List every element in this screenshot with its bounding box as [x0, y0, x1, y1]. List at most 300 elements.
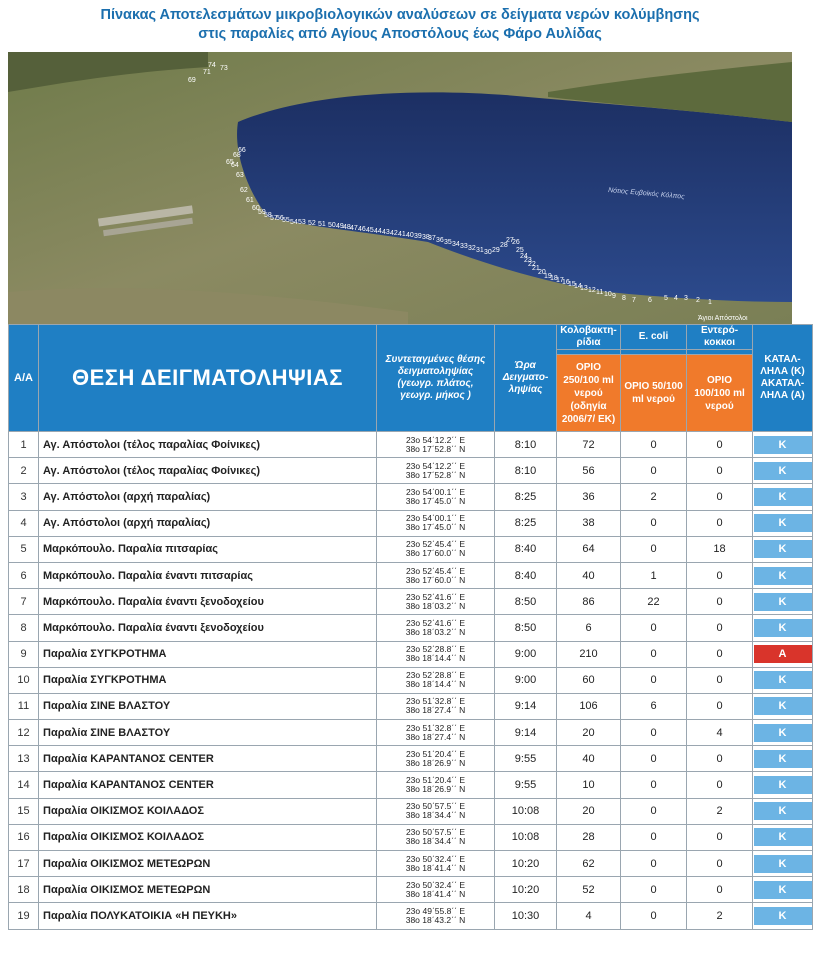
coord-lon: 23ο 52΄45.4΄΄ E [405, 565, 466, 576]
town-label: Άγιοι Απόστολοι [698, 315, 748, 322]
sampling-point-label: 49 [336, 223, 344, 230]
sampling-point-label: 9 [612, 293, 616, 300]
sampling-point-label: 35 [444, 239, 452, 246]
row-ecoli: 2 [621, 484, 687, 510]
row-verdict-cell [753, 877, 813, 903]
table-row [9, 772, 813, 798]
row-coliform: 20 [557, 720, 621, 746]
sampling-point-label: 29 [492, 247, 500, 254]
sampling-point-label: 48 [343, 224, 351, 231]
coord-lat: 38ο 18΄43.2΄΄ N [405, 914, 466, 925]
title-line-1: Πίνακας Αποτελεσμάτων μικροβιολογικών αναλύσεων σε δείγματα νερών κολύμβησης [100, 7, 700, 23]
coord-lat: 38ο 17΄45.0΄΄ N [405, 522, 466, 533]
row-number: 3 [9, 484, 39, 510]
row-ecoli: 0 [621, 432, 687, 458]
row-ecoli: 0 [621, 615, 687, 641]
sampling-point-label: 25 [516, 247, 524, 254]
row-place: Μαρκόπουλο. Παραλία έναντι ξενοδοχείου [39, 589, 377, 615]
sampling-point-label: 33 [460, 243, 468, 250]
sampling-point-label: 14 [574, 283, 582, 290]
row-place: Παραλία ΟΙΚΙΣΜΟΣ ΚΟΙΛΑΔΟΣ [39, 798, 377, 824]
sampling-point-label: 56 [276, 215, 284, 222]
row-coords [377, 432, 495, 458]
row-entero: 0 [687, 693, 753, 719]
sampling-point-label: 10 [604, 291, 612, 298]
row-entero: 0 [687, 484, 753, 510]
row-verdict-cell [753, 693, 813, 719]
row-coliform: 6 [557, 615, 621, 641]
sampling-point-label: 71 [203, 69, 211, 76]
row-verdict-cell [753, 536, 813, 562]
row-entero: 0 [687, 877, 753, 903]
table-row [9, 641, 813, 667]
verdict-badge: Κ [754, 593, 812, 611]
header-aa: Α/Α [9, 325, 39, 432]
row-place: Παραλία ΚΑΡΑΝΤΑΝΟΣ CENTER [39, 772, 377, 798]
coord-lat: 38ο 18΄26.9΄΄ N [405, 784, 466, 795]
sampling-point-label: 15 [568, 281, 576, 288]
coord-lat: 38ο 17΄45.0΄΄ N [405, 495, 466, 506]
row-time: 9:55 [495, 746, 557, 772]
row-place: Παραλία ΣΥΓΚΡΟΤΗΜΑ [39, 667, 377, 693]
row-coords [377, 772, 495, 798]
header-verdict: ΚΑΤΑΛ-ΛΗΛΑ (Κ) ΑΚΑΤΑΛ-ΛΗΛΑ (Α) [753, 325, 813, 432]
coord-lat: 38ο 18΄26.9΄΄ N [405, 757, 466, 768]
coord-lat: 38ο 17΄52.8΄΄ N [405, 443, 466, 454]
row-coords [377, 510, 495, 536]
row-entero: 4 [687, 720, 753, 746]
sampling-point-label: 21 [532, 265, 540, 272]
sampling-point-label: 6 [648, 297, 652, 304]
row-entero: 0 [687, 562, 753, 588]
row-ecoli: 0 [621, 720, 687, 746]
sampling-point-label: 13 [580, 285, 588, 292]
row-entero: 0 [687, 641, 753, 667]
row-coords [377, 484, 495, 510]
row-place: Παραλία ΣΙΝΕ ΒΛΑΣΤΟΥ [39, 693, 377, 719]
sampling-point-label: 37 [428, 235, 436, 242]
row-number: 16 [9, 824, 39, 850]
sampling-point-label: 12 [588, 287, 596, 294]
row-verdict-cell [753, 641, 813, 667]
verdict-badge: Κ [754, 671, 812, 689]
coord-lat: 38ο 18΄27.4΄΄ N [405, 705, 466, 716]
satellite-map [8, 52, 792, 324]
header-coliform: Κολοβακτη-ρίδια [557, 325, 621, 350]
sampling-point-label: 57 [270, 215, 278, 222]
table-row [9, 510, 813, 536]
coord-lon: 23ο 52΄45.4΄΄ E [405, 539, 466, 550]
header-ecoli-limit: ΟΡΙΟ 50/100 ml νερού [621, 355, 687, 432]
row-coliform: 28 [557, 824, 621, 850]
row-coliform: 36 [557, 484, 621, 510]
sampling-point-label: 7 [632, 297, 636, 304]
sampling-point-label: 27 [506, 237, 514, 244]
row-entero: 0 [687, 432, 753, 458]
row-verdict-cell [753, 667, 813, 693]
results-table [8, 324, 813, 930]
row-place: Μαρκόπουλο. Παραλία έναντι ξενοδοχείου [39, 615, 377, 641]
row-coords [377, 693, 495, 719]
table-row [9, 458, 813, 484]
row-entero: 0 [687, 510, 753, 536]
title-line-2: στις παραλίες από Αγίους Αποστόλους έως Φάρο Αυλίδας [198, 26, 602, 42]
row-coliform: 72 [557, 432, 621, 458]
verdict-badge: Κ [754, 540, 812, 558]
verdict-badge: Κ [754, 697, 812, 715]
row-number: 7 [9, 589, 39, 615]
row-entero: 2 [687, 798, 753, 824]
row-ecoli: 22 [621, 589, 687, 615]
table-row [9, 536, 813, 562]
row-ecoli: 6 [621, 693, 687, 719]
row-time: 8:50 [495, 589, 557, 615]
row-place: Παραλία ΟΙΚΙΣΜΟΣ ΚΟΙΛΑΔΟΣ [39, 824, 377, 850]
row-coliform: 64 [557, 536, 621, 562]
sampling-point-label: 23 [524, 257, 532, 264]
row-coliform: 20 [557, 798, 621, 824]
coord-lat: 38ο 17΄60.0΄΄ N [405, 574, 466, 585]
coord-lon: 23ο 50΄32.4΄΄ E [405, 879, 466, 890]
row-place: Παραλία ΚΑΡΑΝΤΑΝΟΣ CENTER [39, 746, 377, 772]
row-number: 4 [9, 510, 39, 536]
row-verdict-cell [753, 589, 813, 615]
verdict-badge: Κ [754, 462, 812, 480]
coord-lon: 23ο 54΄12.2΄΄ E [405, 434, 466, 445]
header-coords: Συντεταγμένες θέσης δειγματοληψίας (γεωγρ. πλάτος, γεωγρ. μήκος ) [377, 325, 495, 432]
sampling-point-label: 28 [500, 242, 508, 249]
row-ecoli: 0 [621, 851, 687, 877]
row-entero: 0 [687, 589, 753, 615]
row-time: 8:25 [495, 510, 557, 536]
row-ecoli: 0 [621, 458, 687, 484]
row-coords [377, 536, 495, 562]
row-number: 5 [9, 536, 39, 562]
row-verdict-cell [753, 615, 813, 641]
row-time: 9:00 [495, 641, 557, 667]
row-coords [377, 720, 495, 746]
row-verdict-cell [753, 720, 813, 746]
results-body [9, 432, 813, 930]
row-coliform: 62 [557, 851, 621, 877]
sampling-point-label: 66 [238, 147, 246, 154]
sampling-point-label: 47 [350, 225, 358, 232]
row-coords [377, 615, 495, 641]
row-verdict-cell [753, 562, 813, 588]
table-row [9, 615, 813, 641]
coord-lon: 23ο 50΄57.5΄΄ E [405, 801, 466, 812]
row-ecoli: 0 [621, 772, 687, 798]
sampling-point-label: 34 [452, 241, 460, 248]
row-coliform: 10 [557, 772, 621, 798]
row-coords [377, 458, 495, 484]
sampling-point-label: 42 [390, 230, 398, 237]
row-number: 13 [9, 746, 39, 772]
sampling-point-label: 36 [436, 237, 444, 244]
row-time: 9:55 [495, 772, 557, 798]
row-number: 8 [9, 615, 39, 641]
verdict-badge: Κ [754, 907, 812, 925]
row-place: Παραλία ΠΟΛΥΚΑΤΟΙΚΙΑ «Η ΠΕΥΚΗ» [39, 903, 377, 929]
coord-lon: 23ο 51΄32.8΄΄ E [405, 722, 466, 733]
sampling-point-label: 50 [328, 222, 336, 229]
row-time: 10:08 [495, 798, 557, 824]
coord-lon: 23ο 50΄57.5΄΄ E [405, 827, 466, 838]
verdict-badge: Κ [754, 514, 812, 532]
row-coords [377, 589, 495, 615]
row-coliform: 38 [557, 510, 621, 536]
verdict-badge: Κ [754, 881, 812, 899]
sampling-point-label: 74 [208, 62, 216, 69]
verdict-badge: Κ [754, 436, 812, 454]
sampling-point-label: 69 [188, 77, 196, 84]
row-time: 9:14 [495, 693, 557, 719]
row-time: 8:10 [495, 432, 557, 458]
row-verdict-cell [753, 824, 813, 850]
header-time: Ώρα Δειγματο-ληψίας [495, 325, 557, 432]
row-ecoli: 0 [621, 746, 687, 772]
sampling-point-label: 31 [476, 247, 484, 254]
sampling-point-label: 45 [366, 227, 374, 234]
sampling-point-label: 5 [664, 295, 668, 302]
sampling-point-label: 41 [398, 231, 406, 238]
verdict-badge: Κ [754, 828, 812, 846]
row-ecoli: 1 [621, 562, 687, 588]
coord-lon: 23ο 49΄55.8΄΄ E [405, 905, 466, 916]
row-place: Παραλία ΟΙΚΙΣΜΟΣ ΜΕΤΕΩΡΩΝ [39, 877, 377, 903]
verdict-badge: Α [754, 645, 812, 663]
row-coliform: 52 [557, 877, 621, 903]
row-coords [377, 562, 495, 588]
sampling-point-label: 4 [674, 295, 678, 302]
row-entero: 2 [687, 903, 753, 929]
coord-lon: 23ο 52΄28.8΄΄ E [405, 644, 466, 655]
row-ecoli: 0 [621, 798, 687, 824]
sampling-point-label: 61 [246, 197, 254, 204]
row-verdict-cell [753, 510, 813, 536]
header-coliform-limit: ΟΡΙΟ 250/100 ml νερού (οδηγία 2006/7/ ΕΚ) [557, 355, 621, 432]
sampling-point-label: 62 [240, 187, 248, 194]
row-place: Μαρκόπουλο. Παραλία έναντι πιτσαρίας [39, 562, 377, 588]
sampling-point-label: 43 [382, 229, 390, 236]
coord-lon: 23ο 51΄20.4΄΄ E [405, 775, 466, 786]
row-coliform: 40 [557, 746, 621, 772]
sampling-point-label: 3 [684, 295, 688, 302]
row-verdict-cell [753, 851, 813, 877]
sampling-point-label: 60 [252, 205, 260, 212]
row-time: 10:30 [495, 903, 557, 929]
row-number: 18 [9, 877, 39, 903]
coord-lon: 23ο 51΄20.4΄΄ E [405, 748, 466, 759]
sampling-point-label: 11 [596, 289, 604, 296]
row-place: Αγ. Απόστολοι (αρχή παραλίας) [39, 484, 377, 510]
row-ecoli: 0 [621, 667, 687, 693]
table-row [9, 589, 813, 615]
table-row [9, 903, 813, 929]
coord-lon: 23ο 50΄32.4΄΄ E [405, 853, 466, 864]
sampling-point-label: 73 [220, 65, 228, 72]
sampling-point-label: 18 [550, 275, 558, 282]
sampling-point-label: 68 [233, 152, 241, 159]
row-entero: 0 [687, 746, 753, 772]
sampling-point-label: 53 [298, 219, 306, 226]
row-ecoli: 0 [621, 510, 687, 536]
sampling-point-label: 55 [282, 217, 290, 224]
sampling-point-label: 2 [696, 297, 700, 304]
sampling-point-label: 58 [264, 212, 272, 219]
row-number: 14 [9, 772, 39, 798]
coord-lat: 38ο 18΄03.2΄΄ N [405, 626, 466, 637]
table-row [9, 693, 813, 719]
coord-lat: 38ο 17΄52.8΄΄ N [405, 469, 466, 480]
row-coords [377, 641, 495, 667]
sampling-point-label: 46 [358, 226, 366, 233]
row-coliform: 56 [557, 458, 621, 484]
row-number: 1 [9, 432, 39, 458]
coord-lat: 38ο 18΄14.4΄΄ N [405, 653, 466, 664]
row-time: 8:10 [495, 458, 557, 484]
row-number: 10 [9, 667, 39, 693]
row-number: 15 [9, 798, 39, 824]
table-row [9, 746, 813, 772]
sampling-point-label: 8 [622, 295, 626, 302]
sampling-point-label: 17 [556, 277, 564, 284]
row-verdict-cell [753, 746, 813, 772]
verdict-badge: Κ [754, 724, 812, 742]
table-row [9, 432, 813, 458]
coord-lat: 38ο 18΄27.4΄΄ N [405, 731, 466, 742]
row-coords [377, 903, 495, 929]
sampling-point-label: 52 [308, 220, 316, 227]
row-entero: 0 [687, 615, 753, 641]
coord-lon: 23ο 54΄12.2΄΄ E [405, 460, 466, 471]
sampling-point-label: 65 [226, 159, 234, 166]
row-verdict-cell [753, 903, 813, 929]
table-row [9, 667, 813, 693]
sampling-point-label: 30 [484, 249, 492, 256]
row-coliform: 4 [557, 903, 621, 929]
verdict-badge: Κ [754, 750, 812, 768]
row-coords [377, 824, 495, 850]
row-entero: 0 [687, 824, 753, 850]
coord-lat: 38ο 18΄34.4΄΄ N [405, 836, 466, 847]
row-time: 8:40 [495, 536, 557, 562]
sampling-point-label: 40 [406, 232, 414, 239]
sampling-point-label: 24 [520, 253, 528, 260]
row-number: 17 [9, 851, 39, 877]
row-number: 11 [9, 693, 39, 719]
row-place: Παραλία ΟΙΚΙΣΜΟΣ ΜΕΤΕΩΡΩΝ [39, 851, 377, 877]
row-number: 19 [9, 903, 39, 929]
sampling-point-label: 51 [318, 221, 326, 228]
table-row [9, 851, 813, 877]
row-time: 10:08 [495, 824, 557, 850]
row-time: 9:14 [495, 720, 557, 746]
sampling-point-label: 54 [290, 219, 298, 226]
sampling-point-label: 16 [562, 279, 570, 286]
row-number: 9 [9, 641, 39, 667]
row-time: 9:00 [495, 667, 557, 693]
verdict-badge: Κ [754, 802, 812, 820]
coord-lon: 23ο 52΄28.8΄΄ E [405, 670, 466, 681]
row-entero: 0 [687, 667, 753, 693]
row-time: 8:50 [495, 615, 557, 641]
row-coliform: 106 [557, 693, 621, 719]
row-coords [377, 877, 495, 903]
sampling-point-label: 59 [258, 209, 266, 216]
sea-label: Νότιος Ευβοϊκός Κόλπος [607, 187, 685, 201]
sampling-point-label: 63 [236, 172, 244, 179]
coord-lon: 23ο 54΄00.1΄΄ E [405, 513, 466, 524]
sampling-point-label: 1 [708, 299, 712, 306]
row-number: 6 [9, 562, 39, 588]
header-entero-limit: ΟΡΙΟ 100/100 ml νερού [687, 355, 753, 432]
verdict-badge: Κ [754, 855, 812, 873]
row-place: Παραλία ΣΥΓΚΡΟΤΗΜΑ [39, 641, 377, 667]
row-coliform: 60 [557, 667, 621, 693]
row-entero: 0 [687, 458, 753, 484]
sampling-point-label: 32 [468, 245, 476, 252]
sampling-point-label: 64 [231, 162, 239, 169]
row-entero: 18 [687, 536, 753, 562]
coord-lon: 23ο 51΄32.8΄΄ E [405, 696, 466, 707]
row-verdict-cell [753, 798, 813, 824]
row-place: Παραλία ΣΙΝΕ ΒΛΑΣΤΟΥ [39, 720, 377, 746]
row-coords [377, 798, 495, 824]
coord-lon: 23ο 52΄41.6΄΄ E [405, 591, 466, 602]
sampling-point-label: 39 [414, 233, 422, 240]
table-row [9, 720, 813, 746]
header-ecoli: E. coli [621, 325, 687, 350]
coord-lat: 38ο 17΄60.0΄΄ N [405, 548, 466, 559]
row-ecoli: 0 [621, 877, 687, 903]
row-verdict-cell [753, 458, 813, 484]
coord-lon: 23ο 54΄00.1΄΄ E [405, 486, 466, 497]
document-title [0, 6, 800, 44]
table-row [9, 824, 813, 850]
row-time: 8:25 [495, 484, 557, 510]
coord-lat: 38ο 18΄41.4΄΄ N [405, 862, 466, 873]
row-place: Αγ. Απόστολοι (αρχή παραλίας) [39, 510, 377, 536]
coord-lat: 38ο 18΄14.4΄΄ N [405, 679, 466, 690]
sampling-point-label: 20 [538, 269, 546, 276]
verdict-badge: Κ [754, 488, 812, 506]
row-coliform: 86 [557, 589, 621, 615]
coord-lat: 38ο 18΄34.4΄΄ N [405, 810, 466, 821]
table-row [9, 877, 813, 903]
coord-lon: 23ο 52΄41.6΄΄ E [405, 617, 466, 628]
row-coliform: 210 [557, 641, 621, 667]
row-ecoli: 0 [621, 824, 687, 850]
row-place: Μαρκόπουλο. Παραλία πιτσαρίας [39, 536, 377, 562]
row-place: Αγ. Απόστολοι (τέλος παραλίας Φοίνικες) [39, 432, 377, 458]
row-entero: 0 [687, 851, 753, 877]
verdict-badge: Κ [754, 619, 812, 637]
table-row [9, 562, 813, 588]
row-verdict-cell [753, 772, 813, 798]
map-graphic [8, 52, 792, 324]
table-row [9, 798, 813, 824]
row-coords [377, 746, 495, 772]
row-coords [377, 851, 495, 877]
row-ecoli: 0 [621, 903, 687, 929]
sampling-point-label: 19 [544, 273, 552, 280]
verdict-badge: Κ [754, 776, 812, 794]
table-row [9, 484, 813, 510]
row-coords [377, 667, 495, 693]
row-time: 8:40 [495, 562, 557, 588]
row-verdict-cell [753, 432, 813, 458]
